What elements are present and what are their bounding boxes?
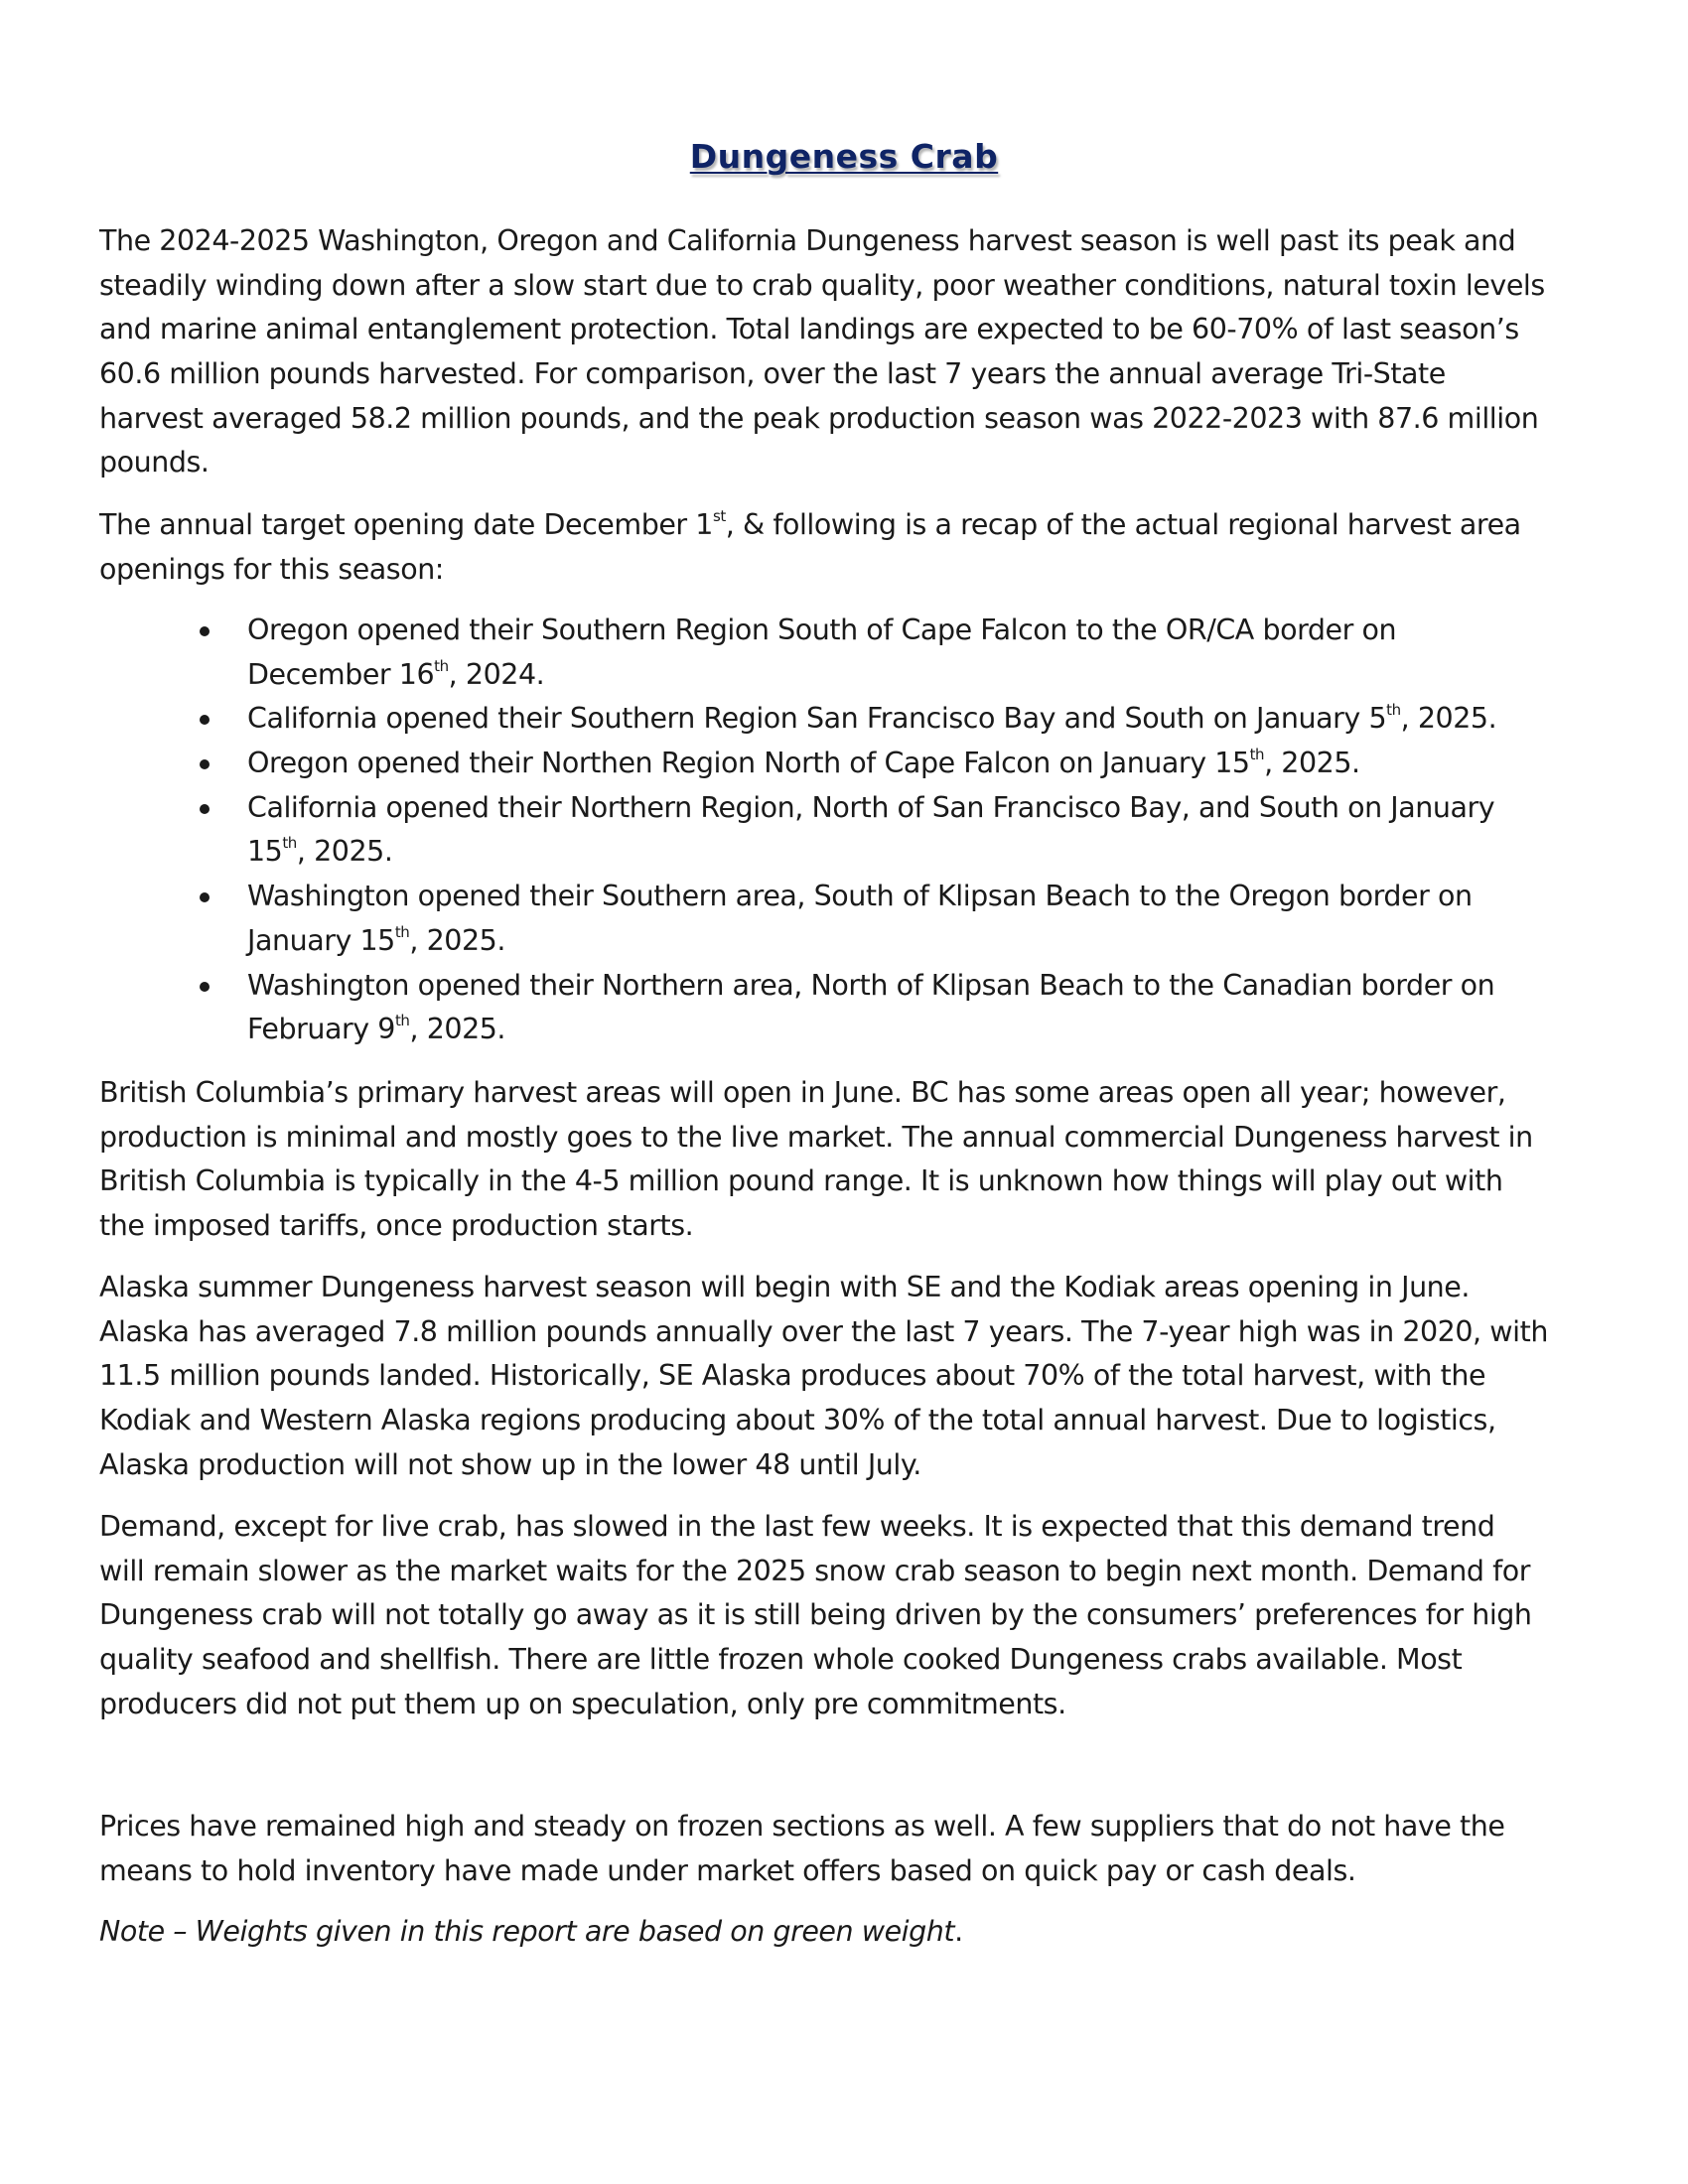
text-line: Kodiak and Western Alaska regions producing about 30% of the total annual harvest. Due to logistics, bbox=[99, 1404, 1496, 1437]
bullet-icon bbox=[200, 804, 210, 814]
text-segment: , 2025. bbox=[1400, 702, 1497, 736]
alaska-paragraph bbox=[99, 1266, 1609, 1487]
text-line: production is minimal and mostly goes to the live market. The annual commercial Dungeness harvest in bbox=[99, 1120, 1533, 1154]
openings-intro-paragraph bbox=[99, 503, 1609, 592]
text-segment: Washington opened their Southern area, South of Klipsan Beach to the Oregon border on bbox=[247, 880, 1473, 913]
text-segment: February 9 bbox=[247, 1013, 395, 1046]
superscript: th bbox=[434, 656, 449, 675]
note-paragraph bbox=[99, 1910, 1609, 1955]
text-line: Alaska has averaged 7.8 million pounds annually over the last 7 years. The 7-year high was in 2020, with bbox=[99, 1314, 1548, 1348]
text-line: means to hold inventory have made under market offers based on quick pay or cash deals. bbox=[99, 1853, 1356, 1887]
text-segment: The annual target opening date December 1 bbox=[99, 508, 713, 541]
bullet-icon bbox=[200, 982, 210, 992]
superscript: th bbox=[1386, 701, 1401, 720]
text-line: Prices have remained high and steady on frozen sections as well. A few suppliers that do not have the bbox=[99, 1810, 1505, 1843]
bullet-icon bbox=[200, 759, 210, 769]
text-segment: California opened their Southern Region San Francisco Bay and South on January 5 bbox=[247, 702, 1387, 736]
text-line: 11.5 million pounds landed. Historically, SE Alaska produces about 70% of the total harvest, with the bbox=[99, 1359, 1486, 1393]
text-segment: California opened their Northern Region, North of San Francisco Bay, and South on January bbox=[247, 790, 1495, 824]
demand-paragraph bbox=[99, 1505, 1609, 1726]
bullet-icon bbox=[200, 892, 210, 902]
list-item-line bbox=[247, 786, 1494, 831]
text-line: openings for this season: bbox=[99, 552, 444, 586]
prices-paragraph bbox=[99, 1805, 1609, 1893]
text-line: The 2024-2025 Washington, Oregon and California Dungeness harvest season is well past its peak and bbox=[99, 224, 1516, 257]
text-segment: January 15 bbox=[247, 923, 395, 957]
list-item-line bbox=[247, 830, 392, 875]
text-segment: , & following is a recap of the actual regional harvest area bbox=[725, 508, 1521, 541]
note-period: . bbox=[954, 1915, 963, 1948]
text-line bbox=[99, 503, 1609, 548]
text-line: harvest averaged 58.2 million pounds, and the peak production season was 2022-2023 with 87.6 million bbox=[99, 401, 1539, 435]
superscript: th bbox=[394, 1012, 410, 1030]
text-line: and marine animal entanglement protection. Total landings are expected to be 60-70% of last season’s bbox=[99, 313, 1519, 346]
text-segment: 15 bbox=[247, 835, 283, 869]
superscript: th bbox=[282, 834, 297, 853]
text-line: quality seafood and shellfish. There are little frozen whole cooked Dungeness crabs available. Most bbox=[99, 1643, 1463, 1677]
bullet-icon bbox=[200, 715, 210, 725]
list-item-line bbox=[247, 742, 1360, 786]
intro-paragraph bbox=[99, 219, 1609, 485]
british-columbia-paragraph bbox=[99, 1071, 1609, 1249]
text-line: Alaska summer Dungeness harvest season will begin with SE and the Kodiak areas opening in June. bbox=[99, 1271, 1470, 1303]
text-line: will remain slower as the market waits for the 2025 snow crab season to begin next month. Demand for bbox=[99, 1554, 1531, 1587]
text-segment: , 2025. bbox=[409, 1013, 506, 1046]
text-line bbox=[99, 1910, 1609, 1955]
text-segment: Washington opened their Northern area, North of Klipsan Beach to the Canadian border on bbox=[247, 968, 1495, 1002]
text-line: Demand, except for live crab, has slowed in the last few weeks. It is expected that this demand trend bbox=[99, 1510, 1495, 1543]
text-line: the imposed tariffs, once production starts. bbox=[99, 1209, 694, 1243]
text-segment: December 16 bbox=[247, 657, 435, 691]
text-line: 60.6 million pounds harvested. For comparison, over the last 7 years the annual average Tri-State bbox=[99, 357, 1446, 391]
bullet-icon bbox=[200, 626, 210, 636]
list-item-line bbox=[247, 609, 1396, 653]
list-item-line bbox=[247, 919, 505, 964]
text-line: British Columbia’s primary harvest areas will open in June. BC has some areas open all year; however, bbox=[99, 1076, 1506, 1109]
text-segment: , 2025. bbox=[409, 923, 505, 957]
text-segment: Oregon opened their Southern Region South of Cape Falcon to the OR/CA border on bbox=[247, 614, 1397, 646]
superscript: th bbox=[1249, 746, 1265, 764]
text-line: producers did not put them up on speculation, only pre commitments. bbox=[99, 1687, 1066, 1720]
list-item-line bbox=[247, 1008, 505, 1052]
text-segment: Oregon opened their Northen Region North of Cape Falcon on January 15 bbox=[247, 747, 1250, 780]
text-segment: , 2025. bbox=[1264, 747, 1360, 780]
text-line: steadily winding down after a slow start due to crab quality, poor weather conditions, natural toxin levels bbox=[99, 268, 1545, 302]
page-title: Dungeness Crab bbox=[689, 137, 999, 176]
list-item-line bbox=[247, 964, 1494, 1009]
list-item-line bbox=[247, 653, 544, 698]
superscript: th bbox=[394, 922, 410, 941]
list-item-line bbox=[247, 697, 1496, 742]
text-line: pounds. bbox=[99, 446, 210, 479]
text-segment: , 2024. bbox=[448, 657, 545, 691]
text-segment: , 2025. bbox=[296, 835, 393, 869]
text-line: British Columbia is typically in the 4-5 million pound range. It is unknown how things will play out with bbox=[99, 1164, 1503, 1198]
superscript: st bbox=[713, 507, 726, 525]
note-text: Note – Weights given in this report are based on green weight bbox=[99, 1915, 955, 1948]
text-line: Dungeness crab will not totally go away as it is still being driven by the consumers’ preferences for high bbox=[99, 1598, 1532, 1632]
list-item-line bbox=[247, 875, 1473, 919]
text-line: Alaska production will not show up in the lower 48 until July. bbox=[99, 1447, 921, 1481]
